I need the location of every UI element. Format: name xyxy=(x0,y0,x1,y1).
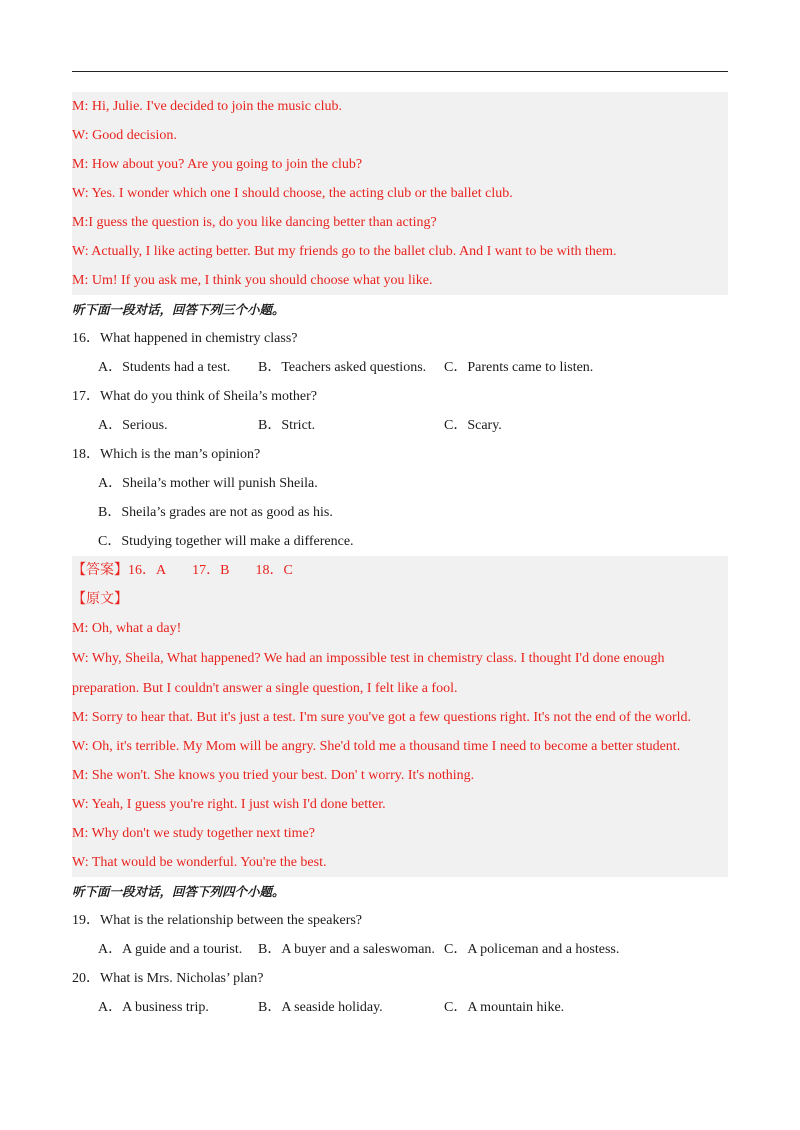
transcript-line: M: Hi, Julie. I've decided to join the music club. xyxy=(72,99,343,114)
option-c: C．Scary. xyxy=(444,418,502,433)
transcript-line: W: Yes. I wonder which one I should choose, the acting club or the ballet club. xyxy=(72,186,513,201)
transcript-line: M:I guess the question is, do you like dancing better than acting? xyxy=(72,215,437,230)
option-a: A．Serious. xyxy=(98,418,168,433)
original-text-label: 【原文】 xyxy=(72,592,128,607)
question-17-options xyxy=(72,411,728,440)
option-b: B．A seaside holiday. xyxy=(258,1000,383,1015)
transcript-line: M: She won't. She knows you tried your best. Don' t worry. It's nothing. xyxy=(72,768,475,783)
answer-transcript-block xyxy=(72,556,728,877)
transcript-line: W: Yeah, I guess you're right. I just wish I'd done better. xyxy=(72,797,386,812)
page-content xyxy=(72,92,728,1022)
transcript-block-1 xyxy=(72,92,728,295)
question-19-options xyxy=(72,935,728,964)
option-a: A．Students had a test. xyxy=(98,360,231,375)
answer-16: 16．A xyxy=(128,563,167,578)
answer-line xyxy=(72,556,728,585)
question-20: 20．What is Mrs. Nicholas’ plan? xyxy=(72,971,264,986)
option-b: B．Teachers asked questions. xyxy=(258,360,427,375)
question-19: 19．What is the relationship between the speakers? xyxy=(72,913,363,928)
transcript-line: W: Good decision. xyxy=(72,128,177,143)
transcript-line: M: How about you? Are you going to join the club? xyxy=(72,157,363,172)
question-20-options xyxy=(72,993,728,1022)
transcript-line: M: Oh, what a day! xyxy=(72,621,182,636)
question-16-options xyxy=(72,353,728,382)
option-b: B．A buyer and a saleswoman. xyxy=(258,942,435,957)
transcript-line: W: Why, Sheila, What happened? We had an impossible test in chemistry class. I thought I'd done enough xyxy=(72,651,665,666)
question-16: 16．What happened in chemistry class? xyxy=(72,331,298,346)
option-c: C．A mountain hike. xyxy=(444,1000,565,1015)
question-18: 18．Which is the man’s opinion? xyxy=(72,447,261,462)
option-a: A．A guide and a tourist. xyxy=(98,942,243,957)
section-instruction: 听下面一段对话，回答下列三个小题。 xyxy=(72,302,285,317)
transcript-line: W: That would be wonderful. You're the best. xyxy=(72,855,327,870)
option-b: B．Sheila’s grades are not as good as his. xyxy=(98,505,333,520)
option-a: A．A business trip. xyxy=(98,1000,209,1015)
section-instruction: 听下面一段对话，回答下列四个小题。 xyxy=(72,884,285,899)
transcript-line: W: Actually, I like acting better. But my friends go to the ballet club. And I want to be with them. xyxy=(72,244,617,259)
transcript-line: W: Oh, it's terrible. My Mom will be angry. She'd told me a thousand time I need to become a better student. xyxy=(72,739,681,754)
transcript-line: M: Why don't we study together next time? xyxy=(72,826,315,841)
transcript-line: M: Sorry to hear that. But it's just a test. I'm sure you've got a few questions right. It's not the end of the world. xyxy=(72,710,691,725)
answer-18: 18．C xyxy=(255,563,293,578)
option-b: B．Strict. xyxy=(258,418,316,433)
question-17: 17．What do you think of Sheila’s mother? xyxy=(72,389,317,404)
header-rule xyxy=(72,71,728,72)
transcript-line: M: Um! If you ask me, I think you should choose what you like. xyxy=(72,273,433,288)
option-c: C．Studying together will make a difference. xyxy=(98,534,354,549)
answer-17: 17．B xyxy=(192,563,230,578)
option-c: C．Parents came to listen. xyxy=(444,360,594,375)
option-c: C．A policeman and a hostess. xyxy=(444,942,620,957)
option-a: A．Sheila’s mother will punish Sheila. xyxy=(98,476,318,491)
answer-label: 【答案】 xyxy=(72,563,128,578)
transcript-line: preparation. But I couldn't answer a single question, I felt like a fool. xyxy=(72,681,458,696)
